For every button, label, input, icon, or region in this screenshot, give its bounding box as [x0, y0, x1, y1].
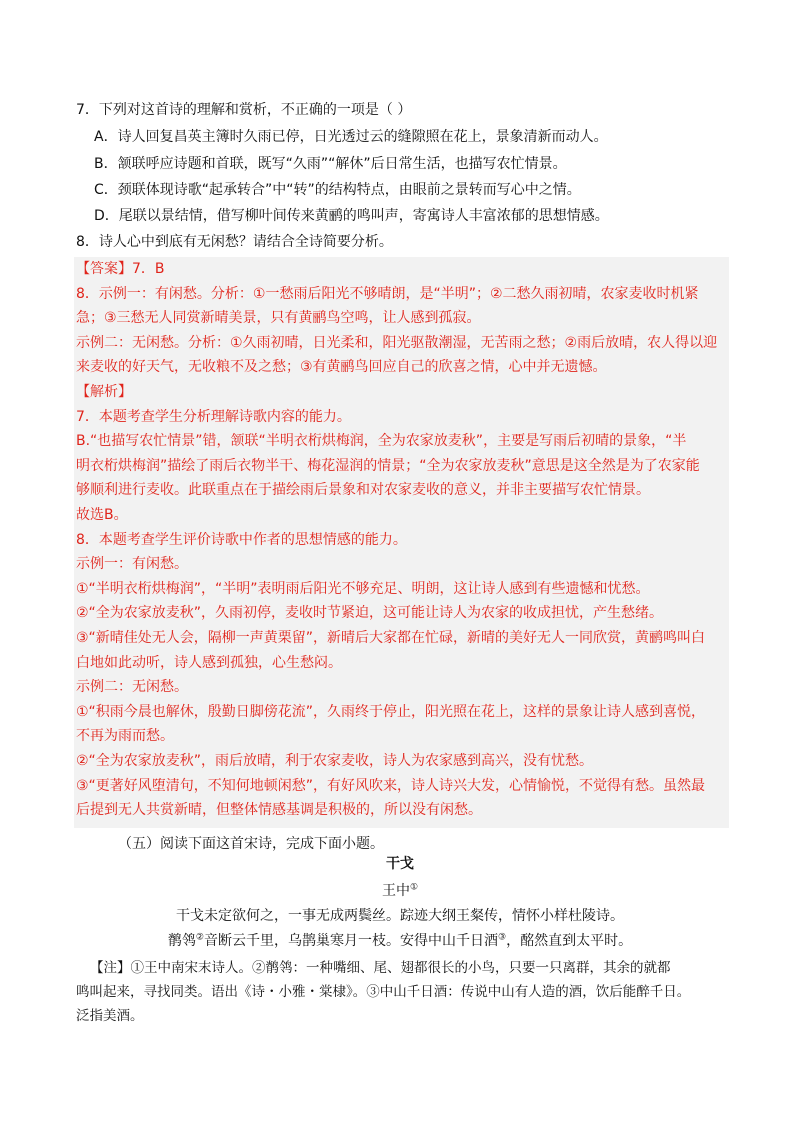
- answer-line: ②“全为农家放麦秋”，雨后放晴，利于农家麦收，诗人为农家感到高兴，没有忧愁。: [76, 753, 594, 769]
- answer-line: 8．本题考查学生评价诗歌中作者的思想情感的能力。: [76, 531, 407, 548]
- answer-line: 故选B。: [76, 507, 128, 523]
- answer-line: 示例二：无闲愁。分析：①久雨初晴，日光柔和，阳光驱散潮湿，无苦雨之愁；②雨后放晴，农人得以迎: [76, 334, 718, 351]
- answer-line: B.“也描写农忙情景”错，颔联“半明衣桁烘梅润，全为农家放麦秋”，主要是写雨后初晴的景象，“半: [76, 433, 687, 450]
- analysis-heading: 【解析】: [76, 384, 132, 400]
- answer-line: 示例一：有闲愁。: [76, 556, 188, 573]
- question-7-option-c: C．颈联体现诗歌“起承转合”中“转”的结构特点，由眼前之景转而写心中之情。: [94, 182, 581, 198]
- poem-author: [0, 880, 800, 900]
- answer-line: 明衣桁烘梅润”描绘了雨后衣物半干、梅花湿润的情景；“全为农家放麦秋”意思是这全然是为了农家能: [76, 457, 700, 474]
- question-7-option-b: B．颔联呼应诗题和首联，既写“久雨”“解休”后日常生活，也描写农忙情景。: [94, 156, 567, 172]
- question-7-option-d: D．尾联以景结情，借写柳叶间传来黄鹂的鸣叫声，寄寓诗人丰富浓郁的思想情感。: [94, 208, 609, 224]
- note-line: 泛指美酒。: [76, 1008, 144, 1024]
- note-line: 鸣叫起来，寻找同类。语出《诗・小雅・棠棣》。③中山千日酒：传说中山有人造的酒，饮后能醉千日。: [76, 984, 691, 1000]
- answer-line: ①“积雨今晨也解休，殷勤日脚傍花流”，久雨终于停止，阳光照在花上，这样的景象让诗人感到喜悦，: [76, 703, 706, 720]
- answer-line: ②“全为农家放麦秋”，久雨初停，麦收时节紧迫，这可能让诗人为农家的收成担忧，产生愁绪。: [76, 605, 664, 622]
- answer-line: ③“新晴佳处无人会，隔柳一声黄栗留”，新晴后大家都在忙碌，新晴的美好无人一同欣赏，黄鹂鸣叫白: [76, 630, 706, 646]
- answer-line: 7．本题考查学生分析理解诗歌内容的能力。: [76, 408, 351, 425]
- poem-line-2: [0, 930, 800, 950]
- answer-line: 白地如此动听，诗人感到孤独，心生愁闷。: [76, 654, 342, 671]
- answer-line: 够顺利进行麦收。此联重点在于描绘雨后景象和对农家麦收的意义，并非主要描写农忙情景。: [76, 482, 650, 499]
- author-footnote-mark: ①: [409, 882, 419, 893]
- poem-text: 音断云千里，乌鹊巢寒月一枝。安得中山千日酒: [204, 933, 498, 949]
- answer-line: ③“更著好风堕清句，不知何地顿闲愁”，有好风吹来，诗人诗兴大发，心情愉悦，不觉得有愁。虽然最: [76, 777, 706, 794]
- answer-line: ①“半明衣桁烘梅润”，“半明”表明雨后阳光不够充足、明朗，这让诗人感到有些遗憾和忧愁。: [76, 580, 650, 597]
- question-7-option-a: A．诗人回复昌英主簿时久雨已停，日光透过云的缝隙照在花上，景象清新而动人。: [94, 129, 608, 145]
- answer-line: 急；③三愁无人同赏新晴美景，只有黄鹂鸟空鸣，让人感到孤寂。: [76, 310, 481, 327]
- answer-line: 后提到无人共赏新晴，但整体情感基调是积极的，所以没有闲愁。: [76, 802, 482, 819]
- footnote-mark: ③: [498, 932, 507, 943]
- poem-text: 鹡鸰: [167, 933, 196, 949]
- footnote-mark: ②: [195, 932, 204, 943]
- poem-line-1: 干戈未定欲何之，一事无成两鬓丝。踪迹大纲王粲传，情怀小样杜陵诗。: [176, 908, 624, 924]
- answer-line: 不再为雨而愁。: [76, 728, 174, 745]
- answer-line: 8．示例一：有闲愁。分析：①一愁雨后阳光不够晴朗，是“半明”；②二愁久雨初晴，农家麦收时机紧: [76, 285, 699, 302]
- answer-line: 【答案】7．B: [76, 261, 165, 277]
- poem-text: ，酩然直到太平时。: [506, 933, 633, 949]
- note-line: 【注】①王中南宋末诗人。②鹡鸰：一种嘴细、尾、翅都很长的小鸟，只要一只离群，其余的就都: [90, 960, 671, 976]
- question-8-stem: 8．诗人心中到底有无闲愁？请结合全诗简要分析。: [76, 234, 393, 250]
- poem-title: 干戈: [386, 856, 414, 872]
- answer-line: 示例二：无闲愁。: [76, 679, 188, 696]
- poem-notes: [76, 956, 726, 1028]
- question-7-stem: 7．下列对这首诗的理解和赏析，不正确的一项是（ ）: [76, 102, 412, 118]
- section-intro: （五）阅读下面这首宋诗，完成下面小题。: [118, 836, 384, 852]
- author-name: 王中: [381, 883, 410, 899]
- answer-line: 来麦收的好天气，无收粮不及之愁；③有黄鹂鸟回应自己的欣喜之情，心中并无遗憾。: [76, 359, 607, 376]
